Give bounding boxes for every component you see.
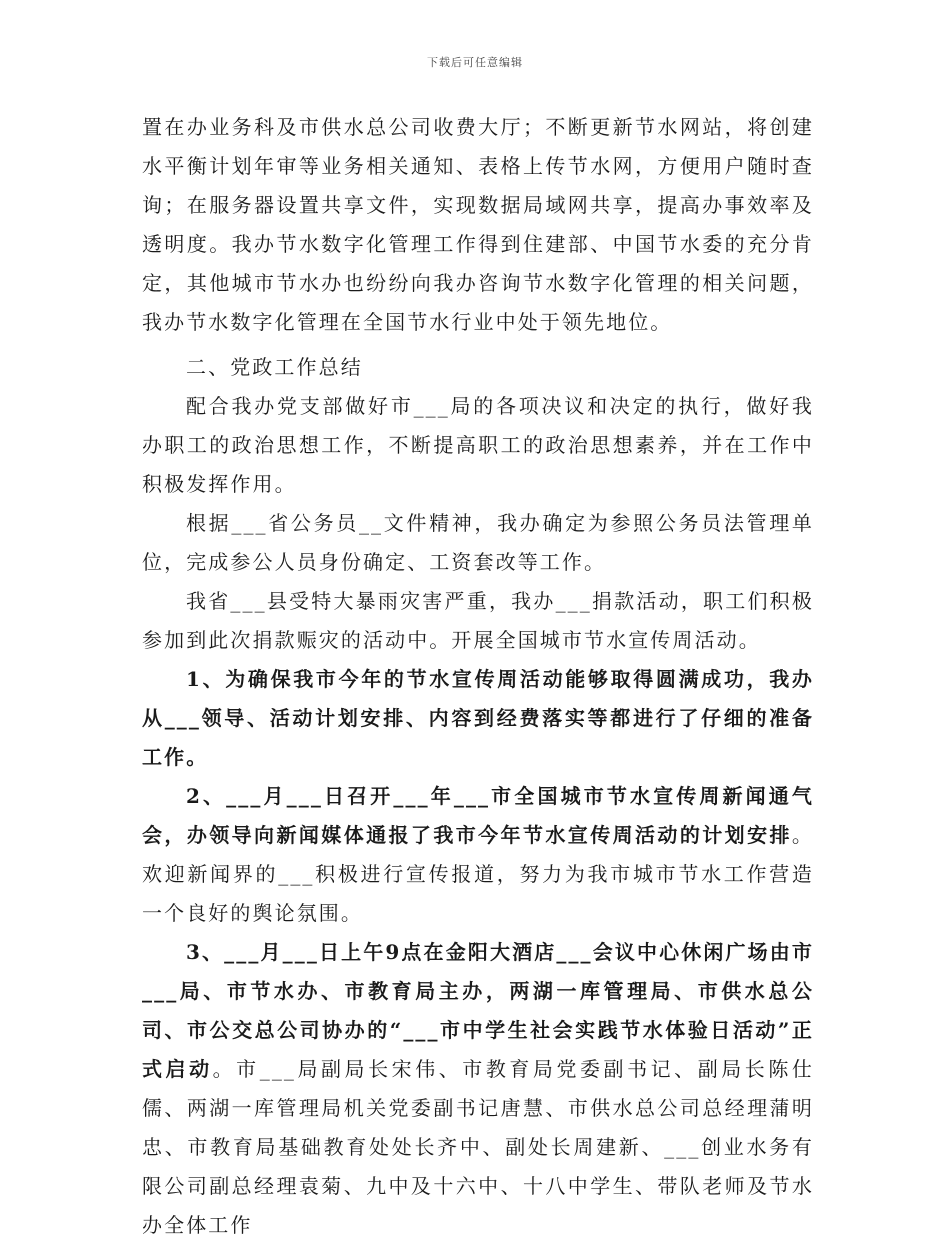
document-body [142,108,814,1245]
paragraph-civil-servant: 根据___省公务员__文件精神，我办确定为参照公务员法管理单位，完成参公人员身份确定、工资套改等工作。 [142,511,814,574]
list-item-3-bold: 3、___月___日上午9点在金阳大酒店___会议中心休闲广场由市___局、市节水办、市教育局主办，两湖一库管理局、市供水总公司、市公交总公司协办的“___市中学生社会实践节水体验日活动”正式启动 [142,940,814,1081]
list-item-2-rest: 。欢迎新闻界的___积极进行宣传报道，努力为我市城市节水工作营造一个良好的舆论氛围。 [142,823,814,925]
paragraph-donation: 我省___县受特大暴雨灾害严重，我办___捐款活动，职工们积极参加到此次捐款赈灾的活动中。开展全国城市节水宣传周活动。 [142,589,814,652]
list-item-3 [142,933,814,1245]
section-heading-party-work: 二、党政工作总结 [186,355,363,379]
list-item-2-bold: 2、___月___日召开___年___市全国城市节水宣传周新闻通气会，办领导向新闻媒体通报了我市今年节水宣传周活动的计划安排 [142,784,814,847]
list-item-2 [142,777,814,933]
paragraph-party-branch: 配合我办党支部做好市___局的各项决议和决定的执行，做好我办职工的政治思想工作，不断提高职工的政治思想素养，并在工作中积极发挥作用。 [142,394,814,496]
list-item-1: 1、为确保我市今年的节水宣传周活动能够取得圆满成功，我办从___领导、活动计划安排、内容到经费落实等都进行了仔细的准备工作。 [142,667,814,769]
list-item-3-rest: 。市___局副局长宋伟、市教育局党委副书记、副局长陈仕儒、两湖一库管理局机关党委副书记唐慧、市供水总公司总经理蒲明忠、市教育局基础教育处处长齐中、副处长周建新、___创业水务有限公司副总经理袁菊、九中及十六中、十八中学生、带队老师及节水办全体工作 [142,1057,814,1237]
paragraph-digital-management: 置在办业务科及市供水总公司收费大厅；不断更新节水网站，将创建水平衡计划年审等业务相关通知、表格上传节水网，方便用户随时查询；在服务器设置共享文件，实现数据局域网共享，提高办事效率及透明度。我办节水数字化管理工作得到住建部、中国节水委的充分肯定，其他城市节水办也纷纷向我办咨询节水数字化管理的相关问题，我办节水数字化管理在全国节水行业中处于领先地位。 [142,115,814,334]
header-note: 下载后可任意编辑 [427,56,523,69]
